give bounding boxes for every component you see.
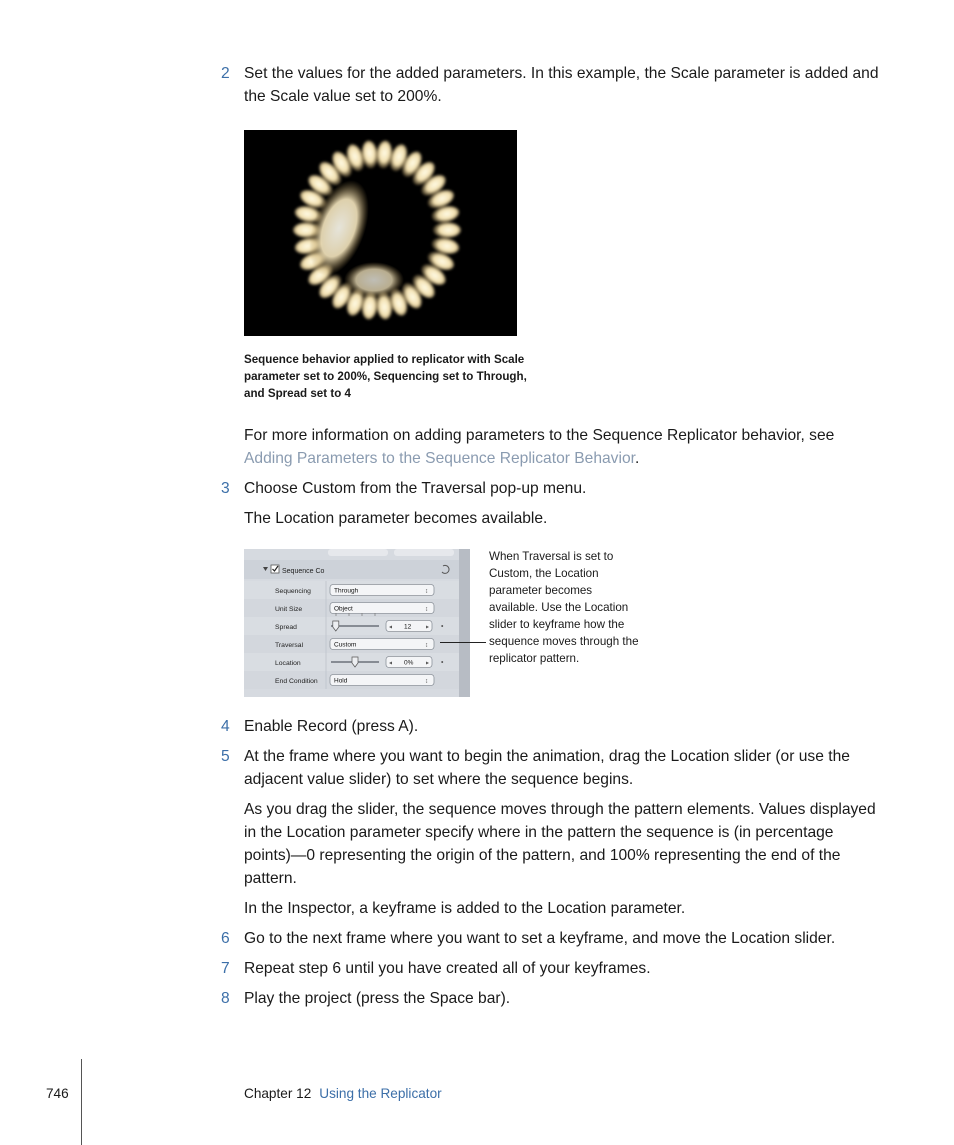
chapter-label: Chapter 12	[244, 1086, 312, 1101]
slider-value: 0%	[404, 659, 414, 667]
replicator-ring-image	[244, 130, 517, 336]
inspector-panel	[244, 549, 470, 697]
step-text: Set the values for the added parameters. In this example, the Scale parameter is added and the Scale value set to 200%.	[244, 65, 879, 105]
step-text: Choose Custom from the Traversal pop-up menu.	[244, 480, 587, 497]
decrement-arrow-icon[interactable]: ◂	[389, 660, 393, 667]
inspector-svg	[244, 549, 470, 697]
step-text: Enable Record (press A).	[244, 718, 419, 735]
popup-value: Object	[334, 605, 353, 613]
popup-arrows-icon: ↕	[425, 641, 429, 649]
step-number: 3	[221, 480, 230, 497]
decrement-arrow-icon[interactable]: ◂	[389, 624, 393, 631]
popup-value: Hold	[334, 677, 348, 685]
callout-text: When Traversal is set to Custom, the Location parameter becomes available. Use the Location slider to keyframe how the sequence moves through the replicator pattern.	[489, 550, 639, 665]
ring-bead	[433, 222, 461, 238]
adding-parameters-link[interactable]: Adding Parameters to the Sequence Replicator Behavior	[244, 450, 635, 467]
step-number: 5	[221, 748, 230, 765]
figure-caption: Sequence behavior applied to replicator with Scale parameter set to 200%, Sequencing set to Through, and Spread set to 4	[244, 353, 527, 400]
param-label-sequencing: Sequencing	[275, 588, 311, 595]
drag-paragraph: As you drag the slider, the sequence moves through the pattern elements. Values displayed in the Location parameter specify where in the pattern the sequence is (in percentage points)—0 representing the origin of the pattern, and 100% representing the end of the pattern.	[244, 801, 876, 887]
ring-illustration	[244, 130, 517, 336]
chapter-title-link[interactable]: Using the Replicator	[319, 1086, 442, 1101]
param-label-unit-size: Unit Size	[275, 606, 303, 613]
step-number: 6	[221, 930, 230, 947]
param-label-location: Location	[275, 660, 301, 667]
increment-arrow-icon[interactable]: ▸	[426, 624, 430, 631]
popup-arrows-icon: ↕	[425, 605, 429, 613]
param-label-spread: Spread	[275, 624, 297, 631]
increment-arrow-icon[interactable]: ▸	[426, 660, 430, 667]
footer-divider	[81, 1059, 82, 1145]
location-available-text: The Location parameter becomes available.	[244, 510, 548, 527]
step-number: 4	[221, 718, 230, 735]
page-number: 746	[46, 1086, 69, 1101]
more-info-paragraph	[244, 424, 884, 470]
step-text: Repeat step 6 until you have created all of your keyframes.	[244, 960, 651, 977]
popup-value: Custom	[334, 641, 357, 649]
inspector-paragraph: In the Inspector, a keyframe is added to the Location parameter.	[244, 900, 686, 917]
param-label-end-condition: End Condition	[275, 678, 318, 685]
step-text: At the frame where you want to begin the animation, drag the Location slider (or use the adjacent value slider) to set where the sequence begins.	[244, 748, 850, 788]
step-text: Play the project (press the Space bar).	[244, 990, 511, 1007]
inspector-header-title: Sequence Co	[282, 568, 325, 575]
more-info-suffix: .	[634, 450, 640, 467]
step-number: 7	[221, 960, 230, 977]
link-dot-icon: •	[441, 659, 444, 667]
step-text: Go to the next frame where you want to set a keyframe, and move the Location slider.	[244, 930, 836, 947]
callout-leader-line	[440, 642, 486, 643]
slider-value: 12	[404, 623, 412, 631]
link-dot-icon: •	[441, 623, 444, 631]
param-label-traversal: Traversal	[275, 642, 304, 649]
popup-arrows-icon: ↕	[425, 677, 429, 685]
more-info-prefix: For more information on adding parameters to the Sequence Replicator behavior, see	[244, 427, 835, 444]
step-number: 8	[221, 990, 230, 1007]
popup-value: Through	[334, 587, 359, 595]
footer-chapter	[244, 1086, 442, 1101]
popup-arrows-icon: ↕	[425, 587, 429, 595]
step-number: 2	[221, 65, 230, 82]
